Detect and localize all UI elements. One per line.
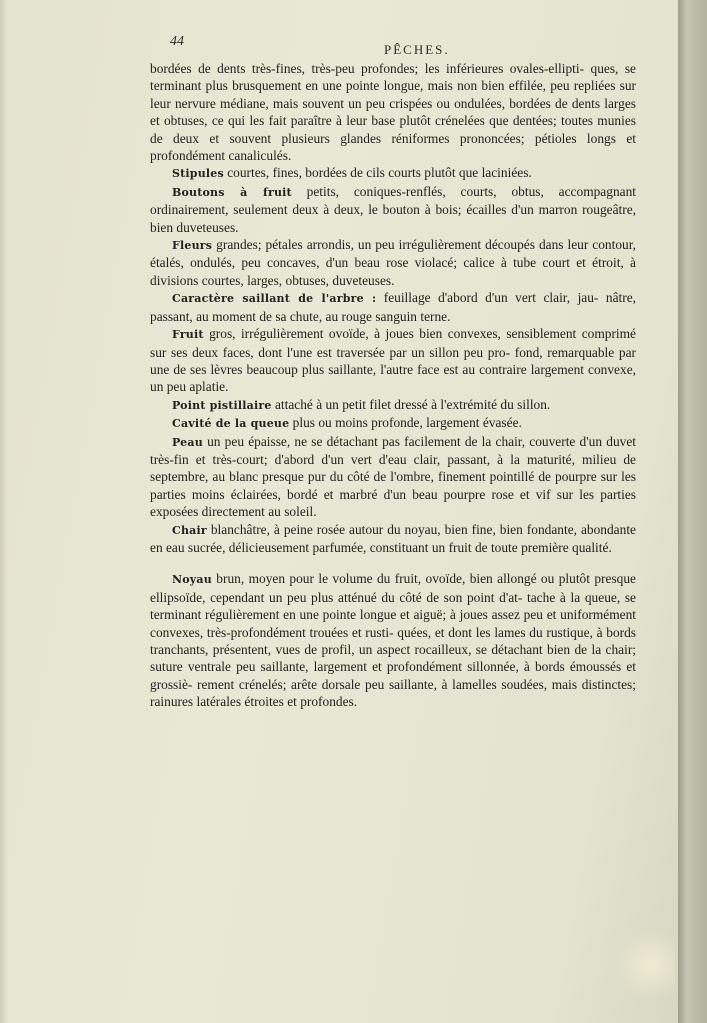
lead-term: Caractère saillant de l'arbre : <box>172 292 377 306</box>
paragraph-stipules: Stipules courtes, fines, bordées de cils courts plutôt que laciniées. <box>172 165 532 181</box>
lead-term: Stipules <box>172 167 224 181</box>
paragraph-leaves-continued: bordées de dents très-fines, très-peu profondes; les inférieures ovales-ellipti- ques, se terminant plus brusquement en une pointe longue, mais non bien effilée, peu repliées sur leur nervure médiane, mais souvent un peu crispées ou ondulées, bordées de dents larges et obtuses, ce qui les fait paraître à leur base plutôt crénelées que dentées; toutes munies de deux et souvent plusieurs glandes réniformes prononcées; pétioles longs et profondément canaliculés. <box>150 61 636 164</box>
lead-term: Cavité de la queue <box>172 417 290 431</box>
paragraph-cavite: Cavité de la queue plus ou moins profonde, largement évasée. <box>172 415 522 431</box>
page-number: 44 <box>170 34 184 49</box>
paragraph-boutons: Boutons à fruit petits, coniques-renflés, courts, obtus, accompagnant ordinairement, seulement deux à deux, le bouton à bois; écailles d'un marron rougeâtre, bien duveteuses. <box>150 183 637 235</box>
lead-term: Chair <box>172 523 207 537</box>
paragraph-fruit: Fruit gros, irrégulièrement ovoïde, à joues bien convexes, sensiblement comprimé sur ses deux faces, dont l'une est traversée par un sillon peu pro- fond, remarquable par une de ses lèvres beaucoup plus saillante, l'autre face est au contraire largement convexe, un peu aplatie. <box>150 326 636 395</box>
paragraph-fleurs: Fleurs grandes; pétales arrondis, un peu irrégulièrement découpés dans leur contour, étalés, ondulés, peu concaves, d'un beau rose violacé; calice à tube court et étroit, à divisions courtes, larges, obtuses, duveteuses. <box>150 237 636 288</box>
lead-term: Point pistillaire <box>172 398 272 412</box>
lead-term: Noyau <box>172 573 212 587</box>
lead-term: Boutons à fruit <box>172 185 292 199</box>
page-header <box>170 34 650 58</box>
lead-term: Fleurs <box>172 239 213 253</box>
paragraph-chair: Chair blanchâtre, à peine rosée autour du noyau, bien fine, bien fondante, abondante en eau sucrée, délicieusement parfumée, constituant un fruit de toute première qualité. <box>150 521 636 555</box>
page-gutter <box>0 0 8 1023</box>
book-edge <box>678 0 707 1023</box>
body-text <box>150 60 636 711</box>
lead-term: Fruit <box>172 328 204 342</box>
paragraph-caractere: Caractère saillant de l'arbre : feuillage d'abord d'un vert clair, jau- nâtre, passant, au moment de sa chute, au rouge sanguin terne. <box>150 290 636 324</box>
lead-term: Peau <box>172 435 203 449</box>
paragraph-point-pistillaire: Point pistillaire attaché à un petit filet dressé à l'extrémité du sillon. <box>172 396 551 412</box>
running-title: PÊCHES. <box>384 42 450 57</box>
paragraph-peau: Peau un peu épaisse, ne se détachant pas facilement de la chair, couverte d'un duvet très-fin et très-court; d'abord d'un vert d'eau clair, passant, à la maturité, milieu de septembre, au blanc presque pur du côté de l'ombre, finement pointillé de pourpre sur les parties moins éclairées, bordé et marbré d'un beau pourpre rose et vif sur les parties exposées directement au soleil. <box>150 433 636 520</box>
paper-stain <box>615 930 675 1000</box>
paragraph-noyau: Noyau brun, moyen pour le volume du fruit, ovoïde, bien allongé ou plutôt presque ellipsoïde, cependant un peu plus atténué du côté de son point d'at- tache à la queue, se terminant régulièrement en une pointe longue et aiguë; à joues assez peu et uniformément convexes, très-profondément trouées et rusti- quées, et dont les lames du rustique, à bords tranchants, présentent, vues de profil, un aspect rocailleux, se détachant bien de la chair; suture ventrale peu saillante, largement et profondément sillonnée, à bords émoussés et grossiè- rement crénelés; arête dorsale peu saillante, à lamelles soudées, mais distinctes; rainures latérales étroites et profondes. <box>150 571 636 710</box>
